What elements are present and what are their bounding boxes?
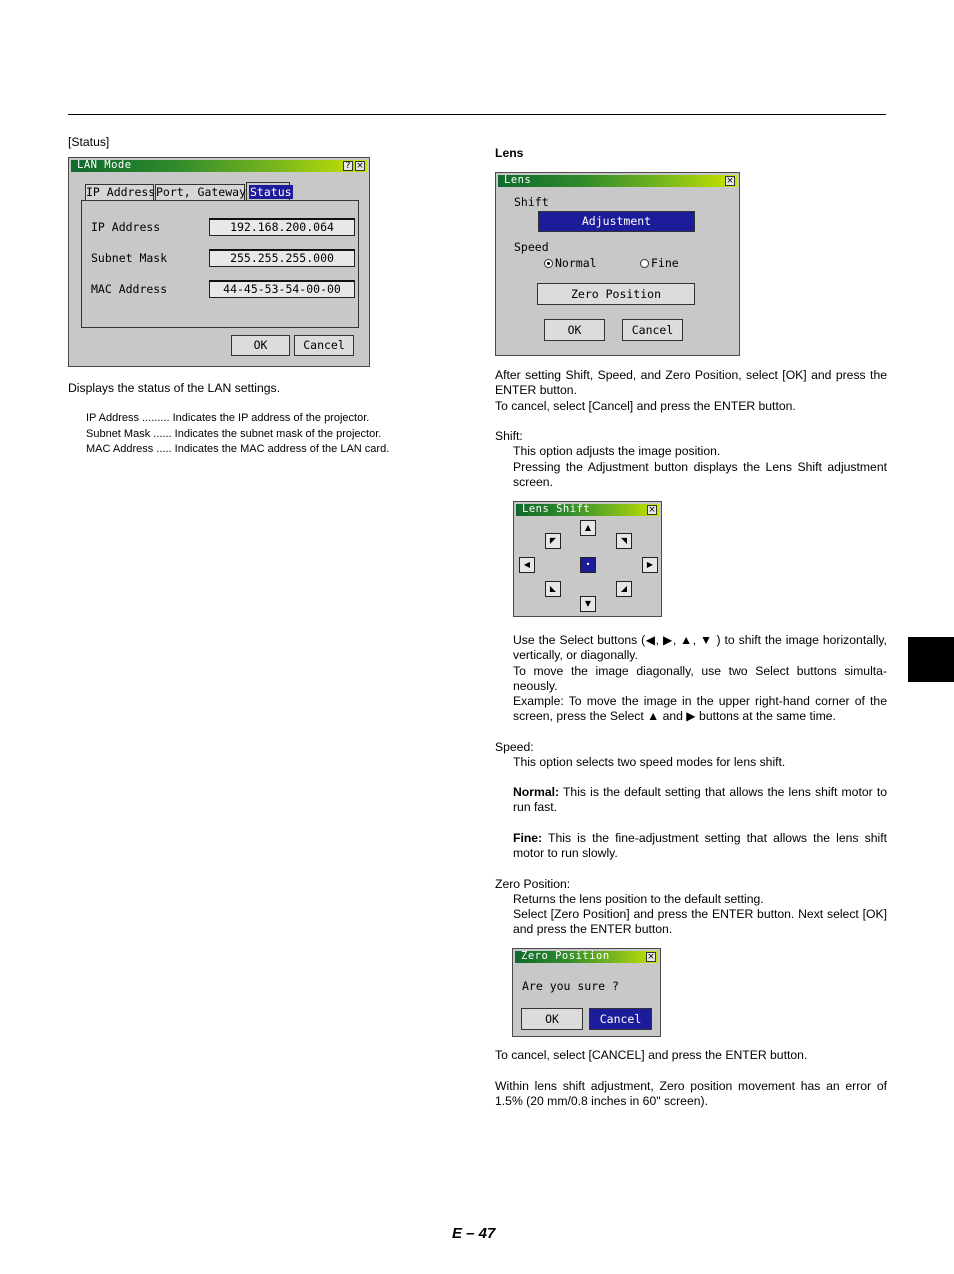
arrow-up-button[interactable]: ▲ xyxy=(580,520,596,536)
example-desc: Example: To move the image in the upper right-hand corner of the screen, press the Select ▲ and ▶ buttons at the same time. xyxy=(513,694,887,724)
shift-label: Shift xyxy=(514,195,549,209)
shift-desc-1: This option adjusts the image position. xyxy=(513,444,721,458)
lens-shift-titlebar xyxy=(516,504,659,516)
ip-address-value: 192.168.200.064 xyxy=(209,218,355,236)
zero-position-titlebar xyxy=(515,951,658,963)
status-section-label: [Status] xyxy=(68,135,110,149)
lens-intro: After setting Shift, Speed, and Zero Position, select [OK] and press the ENTER button. xyxy=(495,368,887,398)
mac-address-value: 44-45-53-54-00-00 xyxy=(209,280,355,298)
radio-dot xyxy=(547,262,550,265)
fine-radio[interactable] xyxy=(640,259,649,268)
status-panel xyxy=(81,200,359,328)
page-number: E – 47 xyxy=(452,1225,496,1242)
shift-desc-2: Pressing the Adjustment button displays the Lens Shift adjustment screen. xyxy=(513,460,887,490)
close-icon[interactable]: × xyxy=(726,176,734,186)
select-buttons-desc: Use the Select buttons (◀, ▶, ▲, ▼ ) to shift the image horizontally, vertically, or diagonally. xyxy=(513,633,887,663)
mac-address-label: MAC Address xyxy=(91,282,168,296)
tab-port-gateway[interactable]: Port, Gateway xyxy=(156,185,247,199)
top-rule xyxy=(68,114,886,115)
zero-position-heading: Zero Position: xyxy=(495,877,571,891)
arrow-right-button[interactable]: ▶ xyxy=(642,557,658,573)
tab-status[interactable] xyxy=(246,182,290,201)
fine-term: Fine: xyxy=(513,831,543,845)
tab-ip-address[interactable]: IP Address xyxy=(86,185,156,199)
ok-button[interactable]: OK xyxy=(544,319,605,341)
zero-position-desc-1: Returns the lens position to the default setting. xyxy=(513,892,764,906)
definition-mac-address: MAC Address ..... Indicates the MAC address of the LAN card. xyxy=(86,443,390,455)
subnet-mask-label: Subnet Mask xyxy=(91,251,168,265)
arrow-left-button[interactable]: ◀ xyxy=(519,557,535,573)
subnet-mask-value: 255.255.255.000 xyxy=(209,249,355,267)
lens-titlebar xyxy=(498,175,737,187)
lens-heading: Lens xyxy=(495,146,524,160)
arrow-up-right-button[interactable]: ◥ xyxy=(616,533,632,549)
zero-position-title: Zero Position xyxy=(521,950,610,962)
arrow-down-left-button[interactable]: ◣ xyxy=(545,581,561,597)
arrow-down-right-button[interactable]: ◢ xyxy=(616,581,632,597)
zero-position-dialog xyxy=(512,948,661,1037)
fine-label: Fine xyxy=(651,256,679,270)
speed-heading: Speed: xyxy=(495,740,534,754)
diagonal-desc: To move the image diagonally, use two Select buttons simulta-neously. xyxy=(513,664,887,694)
arrow-down-button[interactable]: ▼ xyxy=(580,596,596,612)
cancel-button[interactable]: Cancel xyxy=(589,1008,652,1030)
lens-shift-dialog xyxy=(513,501,662,617)
center-button[interactable]: • xyxy=(580,557,596,573)
speed-label: Speed xyxy=(514,240,549,254)
close-icon[interactable]: × xyxy=(356,161,364,171)
lens-dialog xyxy=(495,172,740,356)
lan-mode-titlebar xyxy=(71,160,367,172)
ok-button[interactable]: OK xyxy=(231,335,290,356)
section-tab xyxy=(908,637,954,682)
zero-position-button[interactable]: Zero Position xyxy=(537,283,695,305)
definition-ip-address: IP Address ......... Indicates the IP address of the projector. xyxy=(86,412,370,424)
normal-radio[interactable] xyxy=(544,259,553,268)
zero-position-desc-2: Select [Zero Position] and press the ENTER button. Next select [OK] and press the ENTER button. xyxy=(513,907,887,937)
status-description: Displays the status of the LAN settings. xyxy=(68,381,281,395)
normal-text: This is the default setting that allows the lens shift motor to run fast. xyxy=(513,785,887,815)
definition-subnet-mask: Subnet Mask ...... Indicates the subnet mask of the projector. xyxy=(86,428,382,440)
close-icon[interactable]: × xyxy=(648,505,656,515)
fine-text: This is the fine-adjustment setting that allows the lens shift motor to run slowly. xyxy=(513,831,887,861)
lens-shift-title: Lens Shift xyxy=(522,503,591,515)
lens-cancel-note: To cancel, select [Cancel] and press the ENTER button. xyxy=(495,399,796,413)
cancel-button[interactable]: Cancel xyxy=(622,319,683,341)
tab-status-label: Status xyxy=(250,185,292,199)
close-icon[interactable]: × xyxy=(647,952,655,962)
confirm-question: Are you sure ? xyxy=(522,979,619,993)
ip-address-label: IP Address xyxy=(91,220,161,234)
fine-desc xyxy=(513,831,887,861)
ok-button[interactable]: OK xyxy=(521,1008,583,1030)
normal-label: Normal xyxy=(555,256,597,270)
zero-error-note: Within lens shift adjustment, Zero position movement has an error of 1.5% (20 mm/0.8 inches in 60" screen). xyxy=(495,1079,887,1109)
normal-desc xyxy=(513,785,887,815)
shift-heading: Shift: xyxy=(495,429,523,443)
normal-term: Normal: xyxy=(513,785,560,799)
cancel-button[interactable]: Cancel xyxy=(294,335,354,356)
lan-mode-title: LAN Mode xyxy=(77,159,132,171)
adjustment-button[interactable]: Adjustment xyxy=(538,211,695,232)
zero-cancel-note: To cancel, select [CANCEL] and press the ENTER button. xyxy=(495,1048,808,1062)
help-icon[interactable]: ? xyxy=(343,161,353,171)
arrow-up-left-button[interactable]: ◤ xyxy=(545,533,561,549)
lan-mode-dialog xyxy=(68,157,370,367)
lens-title: Lens xyxy=(504,174,532,186)
speed-desc: This option selects two speed modes for lens shift. xyxy=(513,755,786,769)
